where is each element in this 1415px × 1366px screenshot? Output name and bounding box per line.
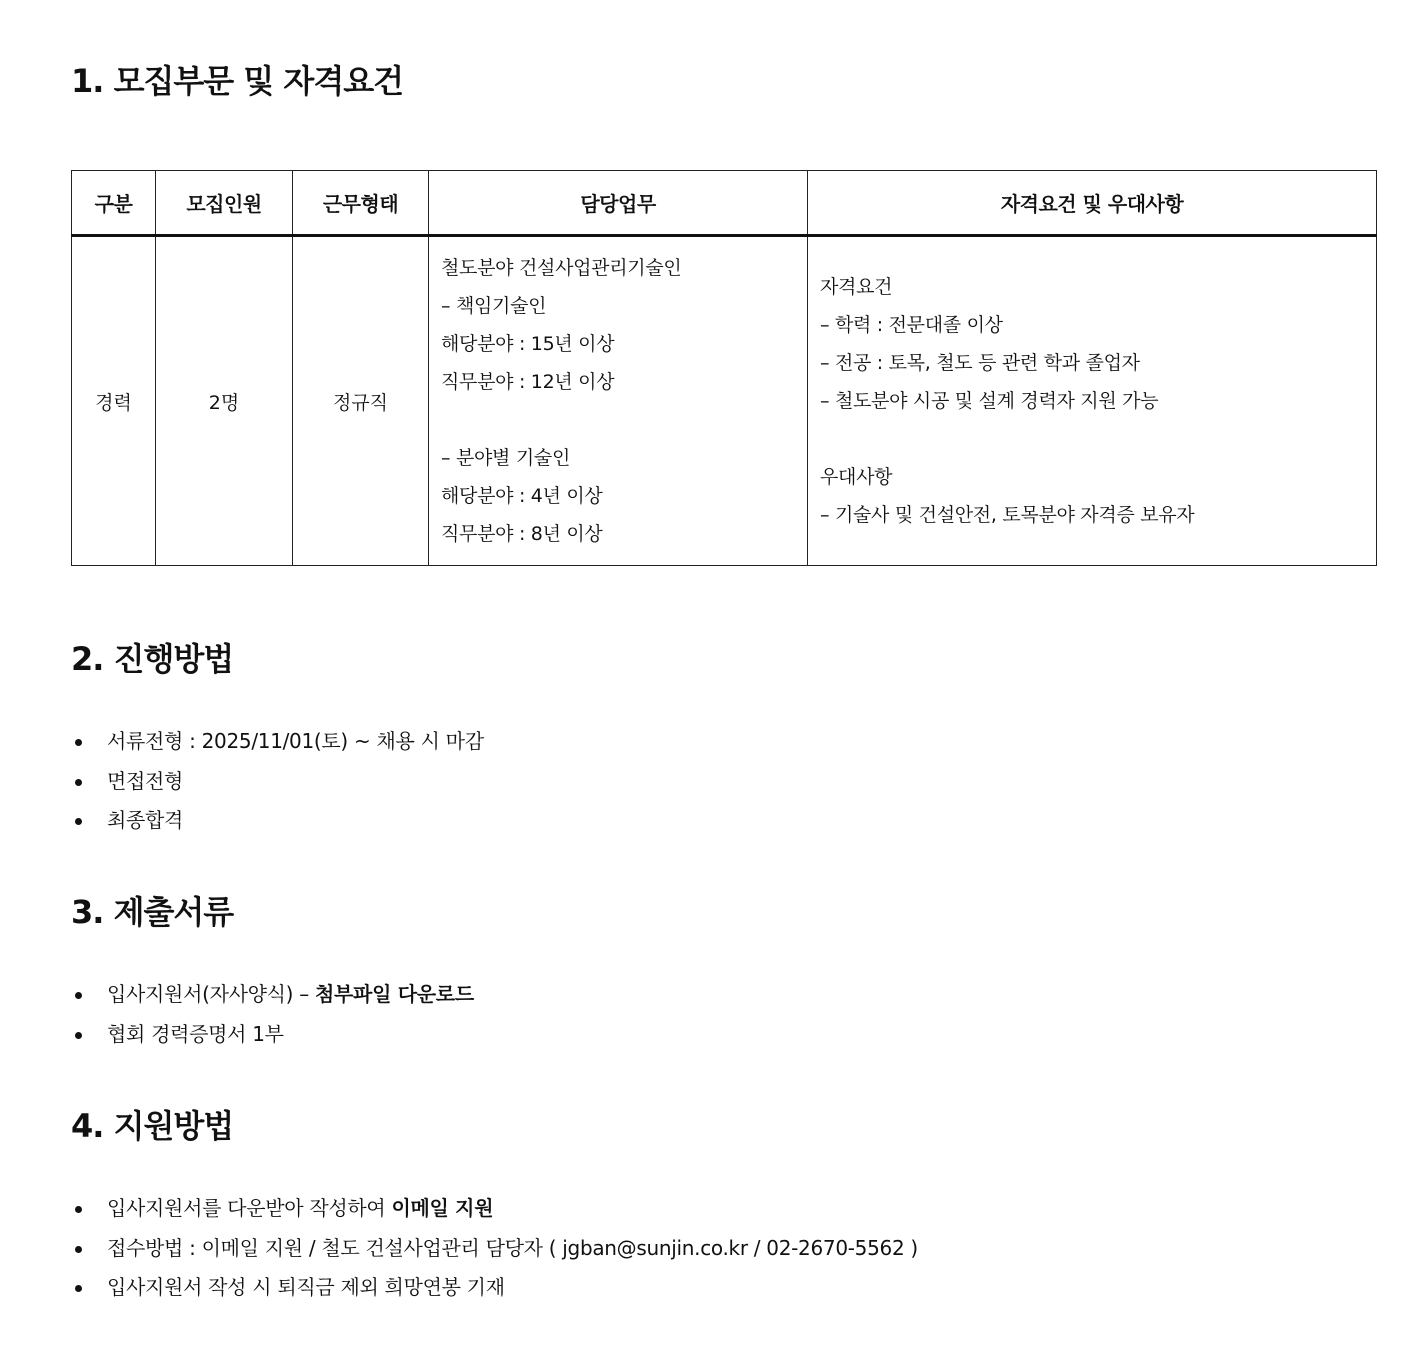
header-category: 구분: [72, 171, 156, 236]
list-item: [71, 1229, 918, 1269]
section-title-apply: 4. 지원방법: [71, 1107, 234, 1145]
list-item: [71, 722, 484, 762]
list-item: [71, 762, 484, 802]
duties-line: 직무분야 : 12년 이상: [441, 371, 615, 393]
apply-list: [71, 1189, 918, 1308]
list-item-text: 접수방법 : 이메일 지원 / 철도 건설사업관리 담당자 ( jgban@sunjin.co.kr / 02-2670-5562 ): [107, 1235, 918, 1260]
process-list: [71, 722, 484, 841]
bullet-icon: [75, 992, 82, 999]
recruitment-table: [71, 170, 1377, 566]
cell-duties: [429, 236, 808, 566]
duties-line: – 책임기술인: [441, 295, 547, 317]
email-apply-emphasis: 이메일 지원: [391, 1196, 494, 1220]
list-item-text: 입사지원서를 다운받아 작성하여: [107, 1196, 392, 1220]
duties-line: – 분야별 기술인: [441, 447, 571, 469]
requirements-line: 우대사항: [820, 466, 893, 488]
duties-line: 직무분야 : 8년 이상: [441, 523, 603, 545]
header-employment-type: 근무형태: [293, 171, 429, 236]
section-title-recruitment: 1. 모집부문 및 자격요건: [71, 62, 404, 100]
requirements-line: – 기술사 및 건설안전, 토목분야 자격증 보유자: [820, 504, 1195, 526]
section-title-process: 2. 진행방법: [71, 640, 234, 678]
table-row: [72, 236, 1377, 566]
header-headcount: 모집인원: [156, 171, 293, 236]
requirements-line: – 전공 : 토목, 철도 등 관련 학과 졸업자: [820, 352, 1140, 374]
list-item: [71, 1189, 918, 1229]
bullet-icon: [75, 739, 82, 746]
bullet-icon: [75, 1246, 82, 1253]
list-item-text: 협회 경력증명서 1부: [107, 1021, 284, 1046]
cell-requirements: [808, 236, 1377, 566]
cell-headcount: 2명: [156, 236, 293, 566]
list-item: [71, 801, 484, 841]
duties-line: 해당분야 : 4년 이상: [441, 485, 603, 507]
section-title-documents: 3. 제출서류: [71, 893, 234, 931]
list-item-text: 최종합격: [107, 808, 184, 832]
header-duties: 담당업무: [429, 171, 808, 236]
requirements-line: 자격요건: [820, 276, 893, 298]
list-item-text: 면접전형: [107, 768, 184, 793]
table-header-row: [72, 171, 1377, 236]
list-item: [71, 1015, 474, 1055]
duties-line: [441, 401, 807, 439]
list-item: [71, 975, 474, 1015]
attachment-download-link[interactable]: 첨부파일 다운로드: [315, 982, 474, 1006]
requirements-line: – 학력 : 전문대졸 이상: [820, 314, 1003, 336]
cell-employment-type: 정규직: [293, 236, 429, 566]
list-item-text: 입사지원서 작성 시 퇴직금 제외 희망연봉 기재: [107, 1275, 505, 1299]
requirements-line: [820, 420, 1376, 458]
cell-category: 경력: [72, 236, 156, 566]
header-requirements: 자격요건 및 우대사항: [808, 171, 1377, 236]
list-item: [71, 1268, 918, 1308]
bullet-icon: [75, 1206, 82, 1213]
bullet-icon: [75, 818, 82, 825]
list-item-text: 입사지원서(자사양식) –: [107, 982, 316, 1006]
documents-list: [71, 975, 474, 1054]
requirements-line: – 철도분야 시공 및 설계 경력자 지원 가능: [820, 390, 1159, 412]
bullet-icon: [75, 779, 82, 786]
bullet-icon: [75, 1285, 82, 1292]
list-item-text: 서류전형 : 2025/11/01(토) ~ 채용 시 마감: [107, 729, 484, 753]
duties-line: 해당분야 : 15년 이상: [441, 333, 615, 355]
duties-line: 철도분야 건설사업관리기술인: [441, 257, 682, 279]
bullet-icon: [75, 1032, 82, 1039]
